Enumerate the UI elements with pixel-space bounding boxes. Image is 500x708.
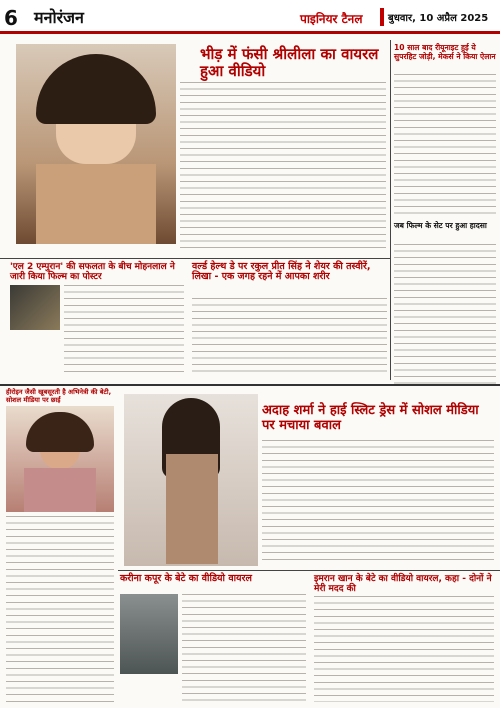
bottom-last-body: [314, 596, 494, 702]
column-rule: [390, 40, 391, 380]
masthead-divider: [380, 8, 384, 26]
section-rule: [0, 258, 390, 259]
top-article-headline: भीड़ में फंसी श्रीलीला का वायरल हुआ वीडियो: [200, 45, 379, 81]
bottom-last-headline: इमरान खान के बेटे का वीडियो वायरल, कहा - दोनों ने मेरी मदद की: [314, 574, 492, 594]
section-title: मनोरंजन: [34, 8, 84, 27]
bottom-mid-photo: [120, 594, 178, 674]
page-number: 6: [4, 6, 30, 30]
brand-name: पाइनियर टैनल: [300, 12, 363, 26]
bottom-left-photo: [6, 406, 114, 512]
bottom-right-headline: अदाह शर्मा ने हाई स्लिट ड्रेस में सोशल मीडिया पर मचाया बवाल: [262, 403, 479, 433]
mid-left-headline: 'एल 2 एम्पुरान' की सफलता के बीच मोहनलाल ने जारी किया फिल्म का पोस्टर: [10, 262, 175, 282]
bottom-right-body: [262, 440, 494, 564]
bottom-right-photo: [124, 394, 258, 566]
right-mid-body: [394, 244, 496, 384]
masthead: [0, 0, 500, 34]
top-article-photo: [16, 44, 176, 244]
bottom-rule: [0, 384, 500, 386]
bottom-left-headline: हीरोइन जैसी खूबसूरती है अभिनेत्री की बेटी, सोशल मीडिया पर छाईं: [6, 388, 112, 404]
bottom-mid-headline: करीना कपूर के बेटे का वीडियो वायरल: [120, 573, 252, 584]
bottom-inner-rule: [118, 570, 500, 571]
bottom-mid-body: [182, 594, 306, 702]
right-mid-headline: जब फिल्म के सेट पर हुआ हादसा: [394, 221, 487, 230]
top-article-body: [180, 82, 386, 250]
issue-date: बुधवार, 10 अप्रैल 2025: [388, 13, 489, 24]
right-top-body: [394, 74, 496, 218]
mid-right-headline: वर्ल्ड हेल्थ डे पर रकुल प्रीत सिंह ने शेयर की तस्वीरें, लिखा - एक जगह रहने में आपका शरीर: [192, 261, 371, 282]
mid-left-photo: [10, 285, 60, 330]
bottom-left-body: [6, 516, 114, 702]
right-top-headline: 10 साल बाद रीयूनाइट हुई ये सुपरहिट जोड़ी, मेकर्स ने किया ऐलान: [394, 43, 496, 61]
mid-left-body: [64, 285, 184, 375]
mid-right-body: [192, 298, 387, 372]
